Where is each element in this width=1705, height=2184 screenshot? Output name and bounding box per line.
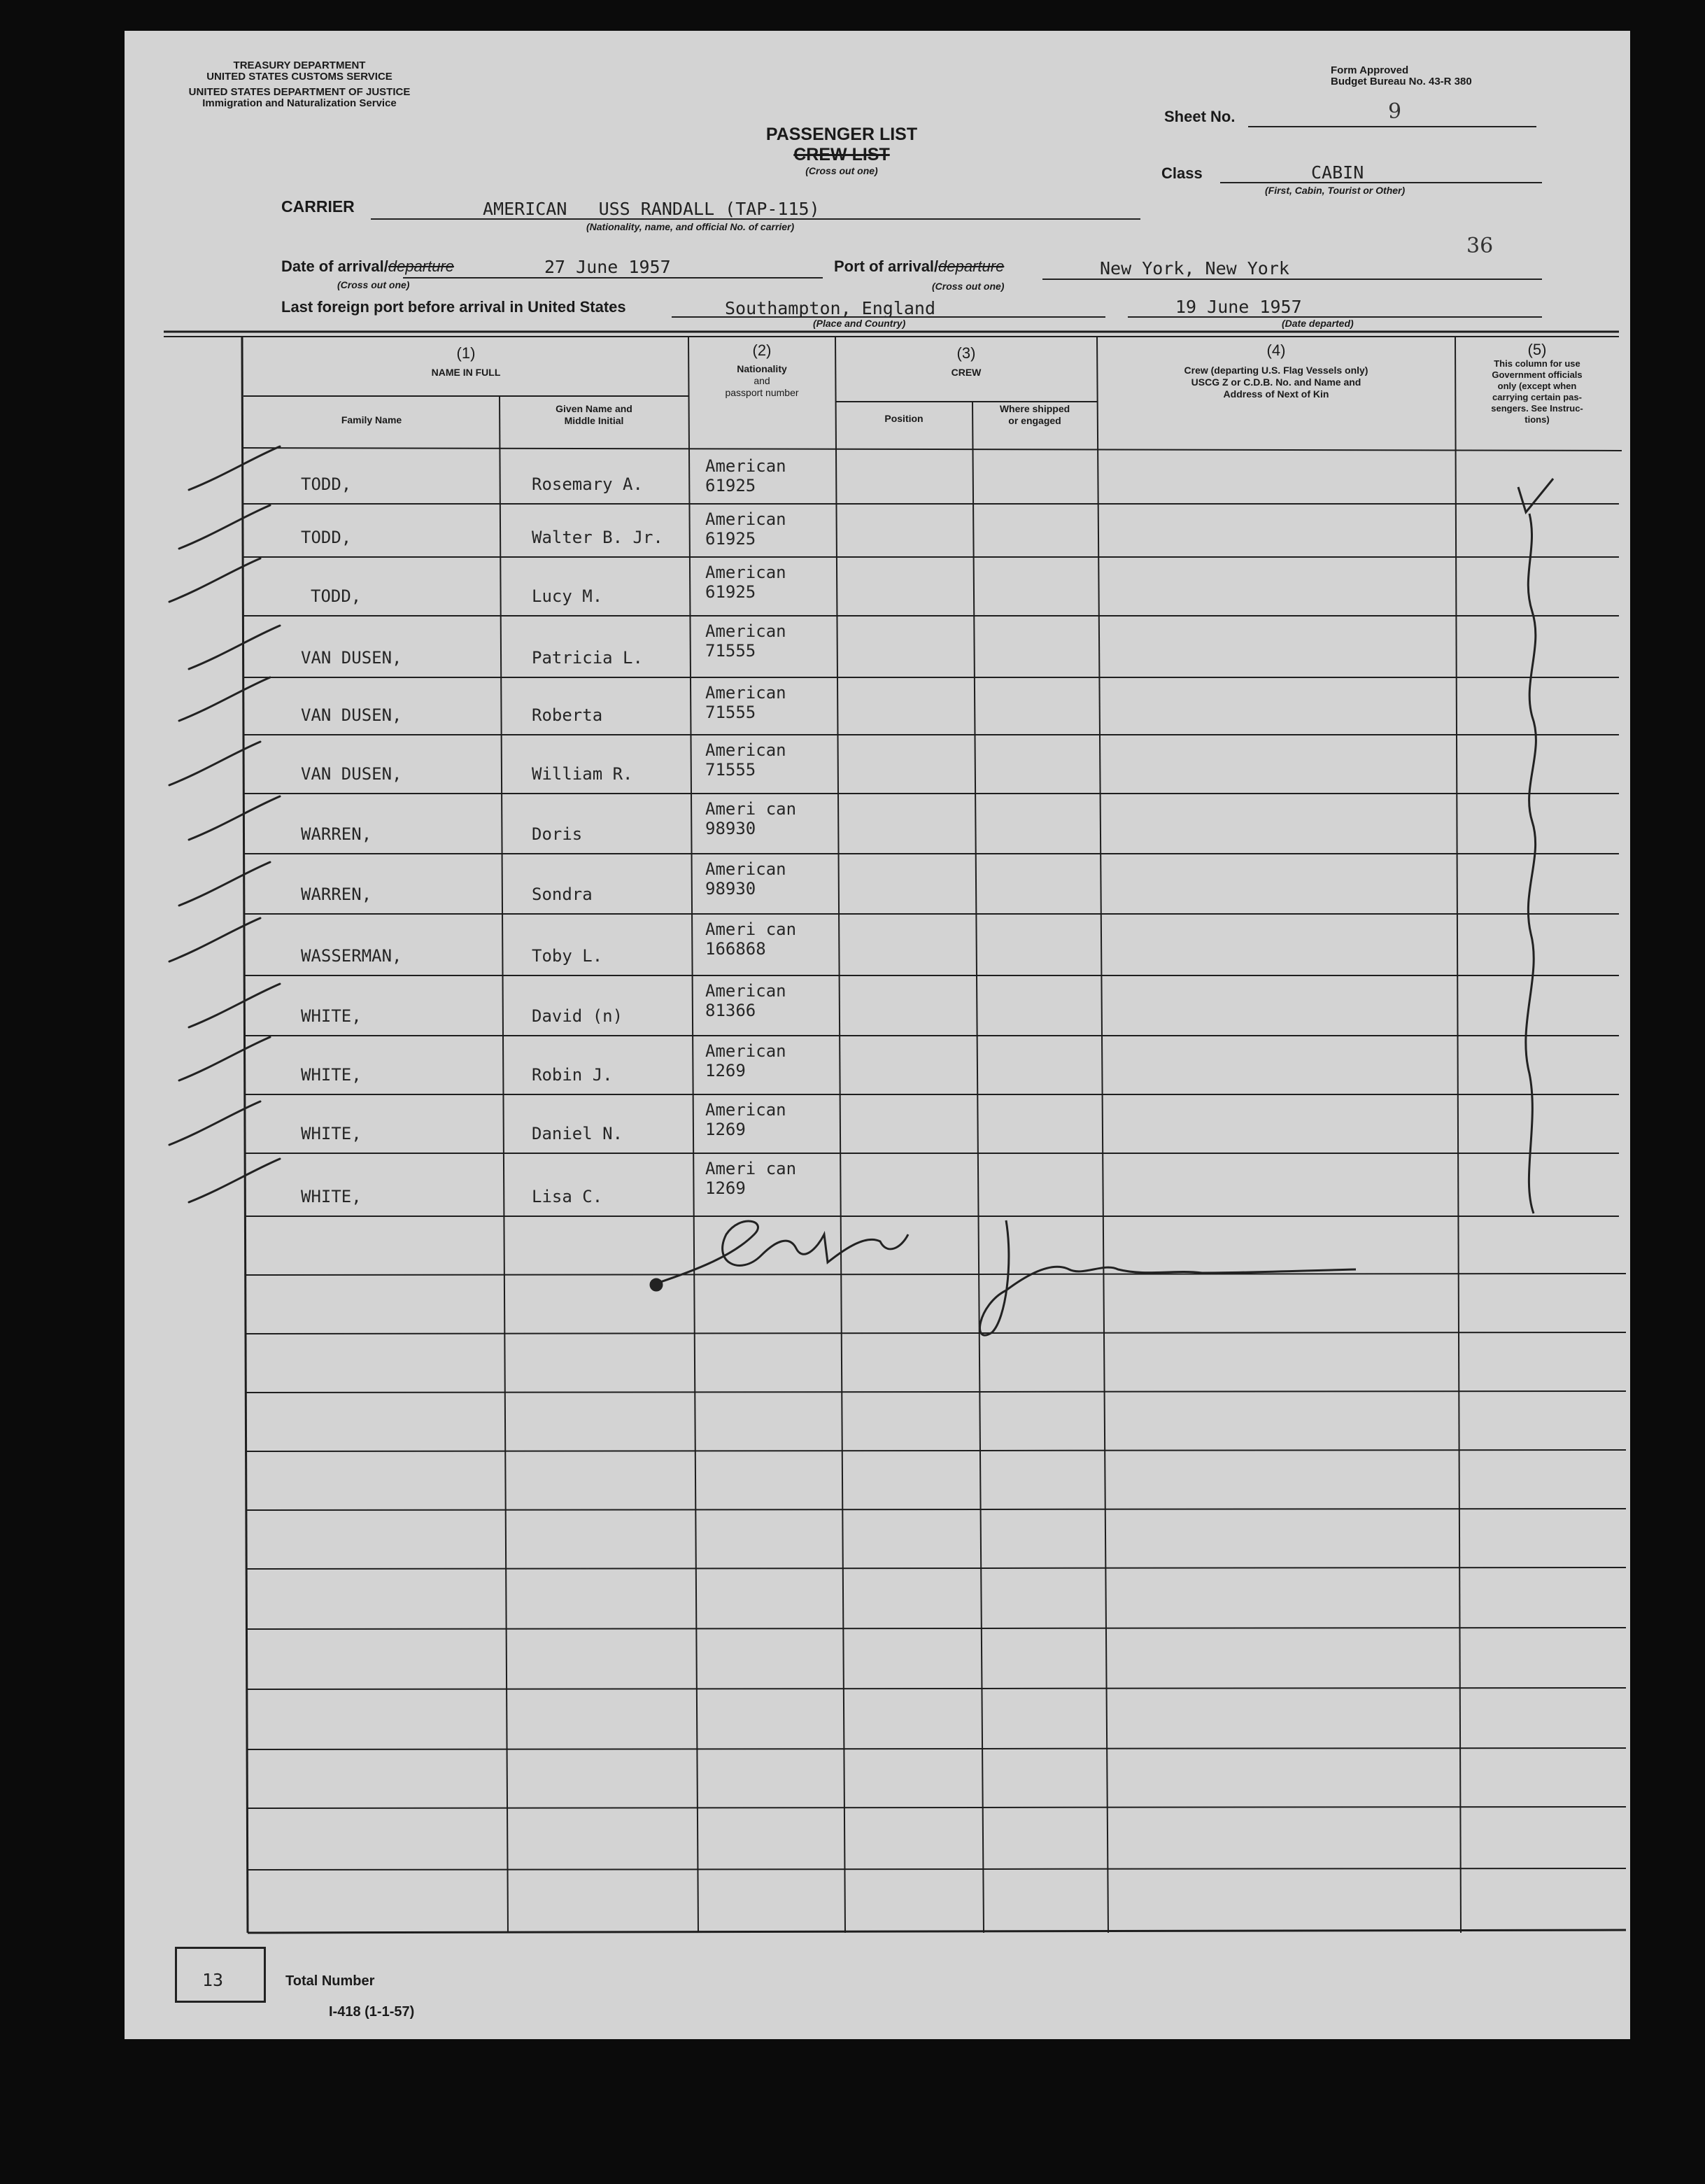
check-stroke (169, 742, 260, 785)
nationality-cell: American (705, 1100, 786, 1120)
nationality-cell: Ameri can (705, 1159, 797, 1178)
check-stroke (179, 862, 270, 906)
date-arrival-value: 27 June 1957 (544, 257, 671, 277)
check-stroke (189, 446, 280, 490)
nationality-cell: American (705, 456, 786, 476)
col1a-header: Family Name (341, 414, 402, 425)
nationality-cell: American (705, 621, 786, 641)
family-name-cell: TODD, (301, 474, 352, 494)
col4-line-1: Crew (departing U.S. Flag Vessels only) (1184, 365, 1368, 376)
col2-line-2: and (754, 375, 770, 386)
col5-number: (5) (1527, 341, 1547, 358)
nationality-cell: Ameri can (705, 799, 797, 819)
family-name-cell: TODD, (311, 586, 362, 606)
passport-cell: 98930 (705, 819, 756, 838)
col5-line-5: sengers. See Instruc- (1491, 403, 1583, 414)
col1b-line-1: Given Name and (556, 403, 632, 414)
family-name-cell: VAN DUSEN, (301, 764, 402, 784)
date-departure-struck: departure (388, 258, 455, 275)
check-marks-overlay (125, 31, 1630, 2039)
family-name-cell: VAN DUSEN, (301, 648, 402, 668)
col5-line-1: This column for use (1494, 358, 1580, 369)
given-name-cell: Patricia L. (532, 648, 643, 668)
agency-line-2: UNITED STATES CUSTOMS SERVICE (206, 71, 392, 83)
date-departed-value: 19 June 1957 (1175, 297, 1302, 317)
sheet-label: Sheet No. (1164, 108, 1236, 125)
column5-wavy-line (1526, 514, 1536, 1213)
nationality-cell: American (705, 859, 786, 879)
col4-line-3: Address of Next of Kin (1223, 388, 1329, 400)
signature (782, 1220, 786, 1221)
last-port-label: Last foreign port before arrival in United States (281, 298, 626, 316)
family-name-cell: TODD, (301, 528, 352, 547)
col5-line-6: tions) (1524, 414, 1550, 425)
col5-line-2: Government officials (1492, 369, 1583, 380)
check-stroke (179, 505, 270, 549)
family-name-cell: WHITE, (301, 1124, 362, 1143)
date-arrival-label-text: Date of arrival/ (281, 258, 388, 275)
family-name-cell: WASSERMAN, (301, 946, 402, 966)
nationality-cell: Ameri can (705, 920, 797, 939)
total-number-box (175, 1947, 266, 2003)
col3a-header: Position (884, 413, 924, 424)
col2-line-1: Nationality (737, 363, 787, 374)
nationality-cell: American (705, 740, 786, 760)
check-stroke (189, 796, 280, 840)
col2-line-3: passport number (725, 387, 799, 398)
given-name-cell: David (n) (532, 1006, 623, 1026)
col3b-line-1: Where shipped (999, 403, 1070, 414)
nationality-cell: American (705, 509, 786, 529)
family-name-cell: WHITE, (301, 1065, 362, 1085)
check-stroke (189, 1159, 280, 1202)
family-name-cell: WARREN, (301, 824, 372, 844)
check-stroke (189, 626, 280, 669)
family-name-cell: WHITE, (301, 1187, 362, 1206)
port-arrival-value: New York, New York (1100, 258, 1289, 279)
col4-number: (4) (1266, 341, 1286, 359)
nationality-cell: American (705, 1041, 786, 1061)
check-stroke (189, 984, 280, 1027)
family-name-cell: WHITE, (301, 1006, 362, 1026)
passport-cell: 1269 (705, 1178, 746, 1198)
carrier-note: (Nationality, name, and official No. of carrier) (586, 221, 795, 232)
sheet-value: 9 (1388, 99, 1402, 124)
given-name-cell: Robin J. (532, 1065, 613, 1085)
page-number: 36 (1466, 234, 1494, 258)
signature-mark (651, 1220, 1356, 1335)
last-port-note: (Place and Country) (813, 318, 906, 329)
last-port-value: Southampton, England (725, 298, 936, 318)
check-stroke (169, 1101, 260, 1145)
nationality-cell: American (705, 981, 786, 1001)
form-code: I-418 (1-1-57) (329, 2004, 415, 2020)
check-stroke (179, 677, 270, 721)
carrier-value: AMERICAN USS RANDALL (TAP-115) (483, 199, 820, 219)
given-name-cell: Sondra (532, 885, 593, 904)
title-crew-list-struck: CREW LIST (793, 145, 890, 164)
agency-line-4: Immigration and Naturalization Service (202, 97, 397, 109)
given-name-cell: Walter B. Jr. (532, 528, 663, 547)
nationality-cell: American (705, 683, 786, 703)
passport-cell: 98930 (705, 879, 756, 899)
passport-cell: 81366 (705, 1001, 756, 1020)
col3b-line-2: or engaged (1008, 415, 1061, 426)
passport-cell: 71555 (705, 703, 756, 722)
col1b-line-2: Middle Initial (564, 415, 624, 426)
class-note: (First, Cabin, Tourist or Other) (1265, 185, 1406, 196)
total-number-label: Total Number (285, 1973, 375, 1989)
col3-number: (3) (956, 344, 976, 362)
col2-number: (2) (752, 341, 772, 359)
passport-cell: 166868 (705, 939, 766, 959)
col3-title: CREW (951, 367, 982, 378)
given-name-cell: Daniel N. (532, 1124, 623, 1143)
title-passenger-list: PASSENGER LIST (765, 125, 918, 144)
agency-line-1: TREASURY DEPARTMENT (233, 59, 366, 71)
port-arrival-note: (Cross out one) (932, 281, 1005, 292)
given-name-cell: Rosemary A. (532, 474, 643, 494)
given-name-cell: Doris (532, 824, 583, 844)
total-number-value: 13 (202, 1970, 224, 1990)
given-name-cell: Lisa C. (532, 1187, 603, 1206)
title-note: (Cross out one) (805, 165, 878, 176)
date-arrival-note: (Cross out one) (337, 279, 410, 290)
col5-line-3: only (except when (1497, 381, 1577, 391)
class-label: Class (1161, 164, 1203, 182)
col1-number: (1) (456, 344, 476, 362)
passport-cell: 1269 (705, 1061, 746, 1080)
check-stroke (179, 1037, 270, 1080)
passenger-list-form (125, 31, 1630, 2039)
form-approved-line-1: Form Approved (1331, 64, 1409, 76)
column5-check-mark (1518, 479, 1553, 512)
passport-cell: 71555 (705, 641, 756, 661)
col1-title: NAME IN FULL (431, 367, 501, 378)
passport-cell: 61925 (705, 476, 756, 495)
carrier-label: CARRIER (281, 197, 355, 216)
given-name-cell: Lucy M. (532, 586, 603, 606)
port-departure-struck: departure (938, 258, 1005, 275)
check-stroke (169, 918, 260, 961)
given-name-cell: Toby L. (532, 946, 603, 966)
agency-line-3: UNITED STATES DEPARTMENT OF JUSTICE (188, 86, 411, 98)
port-arrival-label-text: Port of arrival/ (834, 258, 939, 275)
passport-cell: 1269 (705, 1120, 746, 1139)
class-value: CABIN (1311, 162, 1364, 183)
family-name-cell: VAN DUSEN, (301, 705, 402, 725)
col4-line-2: USCG Z or C.D.B. No. and Name and (1191, 376, 1361, 388)
given-name-cell: William R. (532, 764, 633, 784)
passport-cell: 61925 (705, 529, 756, 549)
nationality-cell: American (705, 563, 786, 582)
passport-cell: 61925 (705, 582, 756, 602)
family-name-cell: WARREN, (301, 885, 372, 904)
given-name-cell: Roberta (532, 705, 603, 725)
check-stroke (169, 558, 260, 602)
passport-cell: 71555 (705, 760, 756, 780)
col5-line-4: carrying certain pas- (1492, 392, 1582, 402)
date-departed-note: (Date departed) (1282, 318, 1354, 329)
form-approved-line-2: Budget Bureau No. 43-R 380 (1331, 76, 1472, 87)
